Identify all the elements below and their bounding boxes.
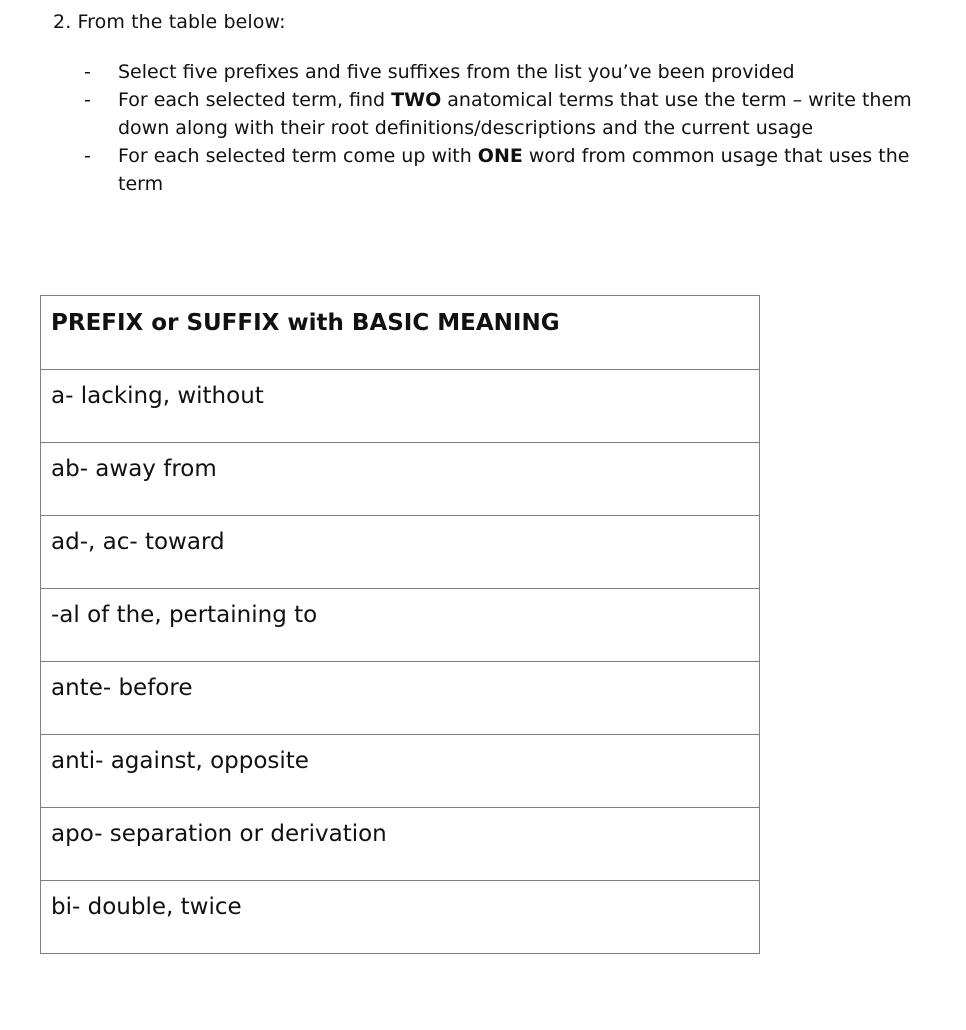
table-cell: ante- before — [41, 662, 760, 735]
table-header-row — [41, 296, 760, 370]
instruction-text: word from common usage that uses the term — [118, 145, 910, 195]
prefix-suffix-table — [40, 295, 760, 954]
instruction-text: For each selected term, find — [118, 89, 392, 111]
dash-bullet-icon: - — [84, 145, 91, 167]
instruction-emphasis: ONE — [477, 145, 523, 167]
table-cell: a- lacking, without — [41, 370, 760, 443]
table-cell: ad-, ac- toward — [41, 516, 760, 589]
table-row — [41, 662, 760, 735]
table-header-cell: PREFIX or SUFFIX with BASIC MEANING — [41, 296, 760, 370]
dash-bullet-icon: - — [84, 61, 91, 83]
instruction-text: For each selected term come up with — [118, 145, 478, 167]
table-cell: apo- separation or derivation — [41, 808, 760, 881]
instruction-text: anatomical terms that use the term – write them down along with their root definitions/descriptions and the current usage — [118, 89, 912, 139]
table-row — [41, 370, 760, 443]
instruction-text: Select five prefixes and five suffixes from the list you’ve been provided — [118, 61, 795, 83]
table-row — [41, 735, 760, 808]
table-cell: bi- double, twice — [41, 881, 760, 954]
table-row — [41, 589, 760, 662]
table-row — [41, 516, 760, 589]
instruction-item — [84, 58, 924, 86]
table-cell: anti- against, opposite — [41, 735, 760, 808]
table-cell: ab- away from — [41, 443, 760, 516]
question-heading: 2. From the table below: — [53, 11, 286, 33]
instruction-list — [84, 58, 924, 198]
dash-bullet-icon: - — [84, 89, 91, 111]
table-row — [41, 881, 760, 954]
instruction-item — [84, 86, 924, 142]
table-cell: -al of the, pertaining to — [41, 589, 760, 662]
table-row — [41, 443, 760, 516]
instruction-emphasis: TWO — [391, 89, 442, 111]
table-row — [41, 808, 760, 881]
instruction-item — [84, 142, 924, 198]
